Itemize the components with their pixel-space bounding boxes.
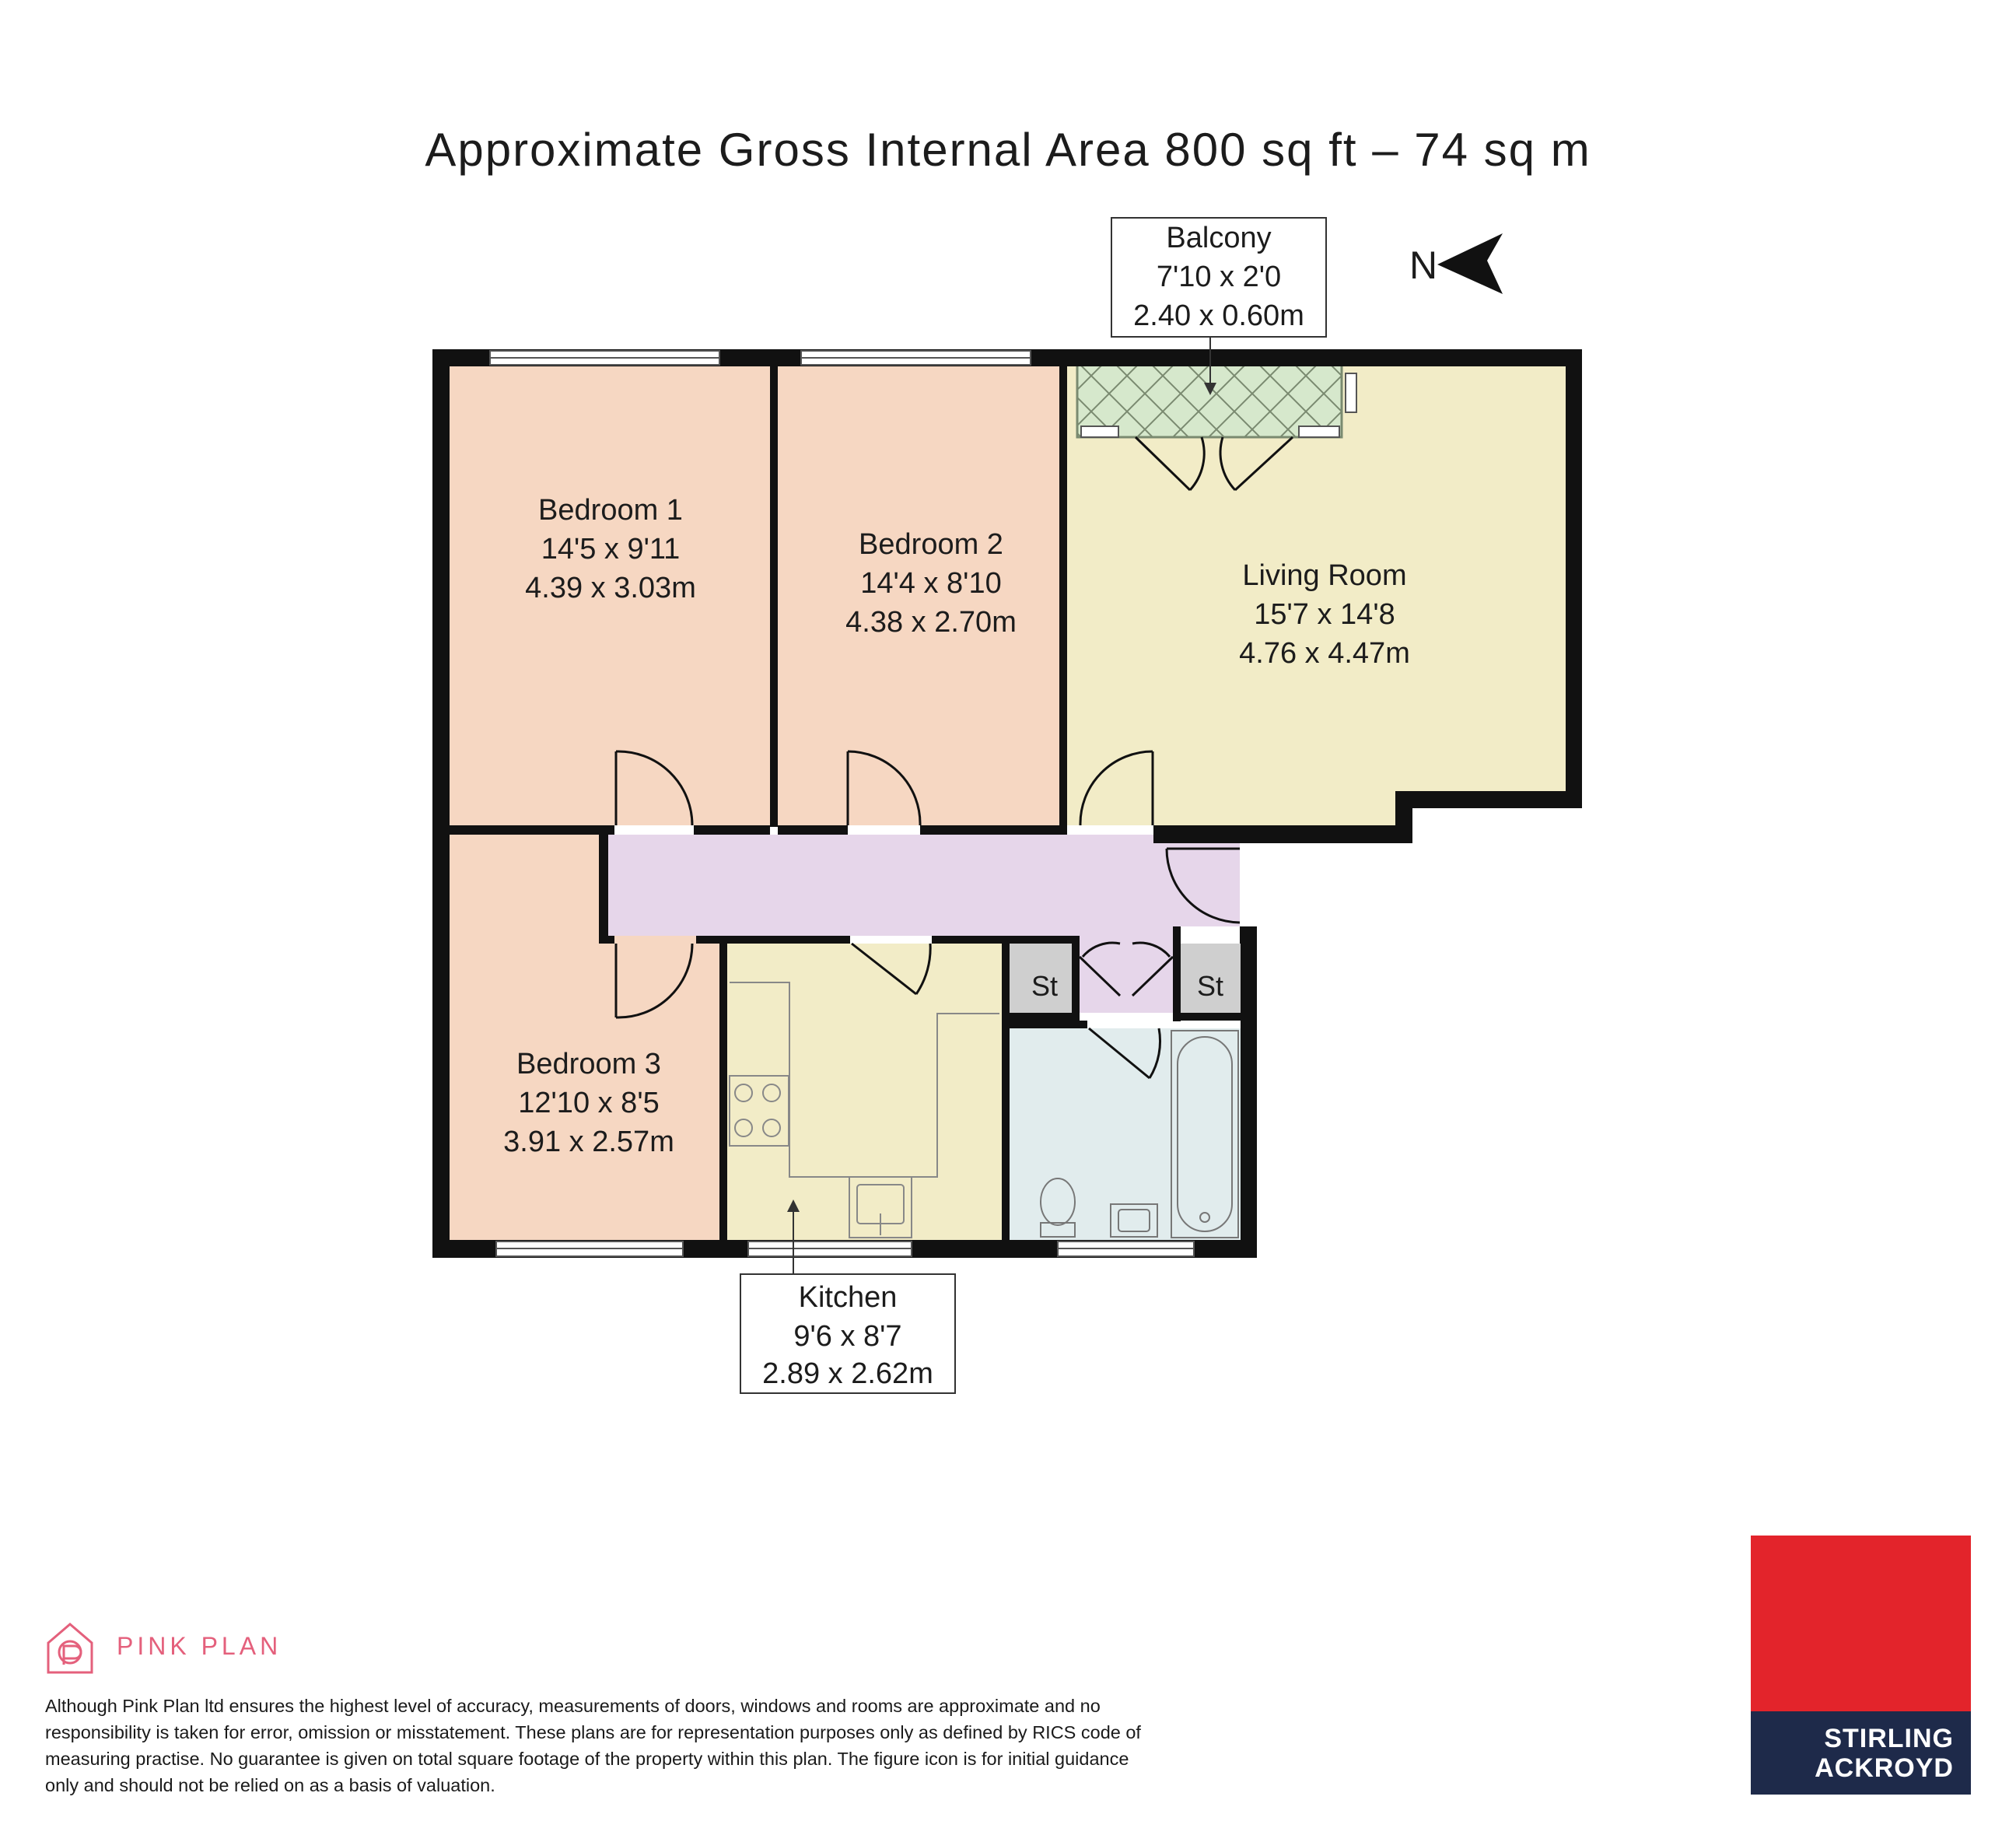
bedroom-3-name: Bedroom 3: [516, 1048, 661, 1080]
brand-line-2: ACKROYD: [1815, 1753, 1954, 1783]
bedroom-3-metric: 3.91 x 2.57m: [503, 1126, 674, 1158]
kitchen-metric: 2.89 x 2.62m: [762, 1357, 933, 1390]
bedroom-1-imperial: 14'5 x 9'11: [541, 533, 681, 566]
balcony-name: Balcony: [1166, 222, 1272, 254]
bathroom-area: [1010, 1028, 1241, 1240]
stirling-ackroyd-logo: [1751, 1536, 1971, 1795]
store-2-label: St: [1196, 970, 1224, 1002]
bedroom-2-metric: 4.38 x 2.70m: [845, 606, 1017, 639]
bedroom-1-metric: 4.39 x 3.03m: [525, 572, 696, 604]
brand-line-1: STIRLING: [1824, 1723, 1954, 1753]
logo-red-panel: [1751, 1536, 1971, 1711]
logo-navy-panel: [1751, 1711, 1971, 1795]
svg-text:N: N: [1409, 243, 1438, 287]
bedroom-2-imperial: 14'4 x 8'10: [860, 567, 1002, 600]
bedroom-1-name: Bedroom 1: [538, 494, 683, 527]
store-1-label: St: [1031, 970, 1059, 1002]
pink-plan-wordmark: PINK PLAN: [117, 1632, 282, 1660]
kitchen-area: [727, 944, 1002, 1240]
pink-plan-logo-icon: [48, 1624, 92, 1672]
living-room-name: Living Room: [1242, 559, 1407, 592]
kitchen-name: Kitchen: [798, 1281, 898, 1314]
kitchen-imperial: 9'6 x 8'7: [793, 1320, 902, 1353]
disclaimer-text: Although Pink Plan ltd ensures the highest level of accuracy, measurements of doors, windows and rooms are approximate and no responsibility is taken for error, omission or misstatement. These plans are for representation purposes only as defined by RICS code of measuring practise. No guarantee is given on total square footage of the property within this plan. The figure icon is for initial guidance only and should not be relied on as a basis of valuation.: [45, 1696, 1141, 1795]
bedroom-3-imperial: 12'10 x 8'5: [518, 1087, 660, 1119]
bedroom-2-name: Bedroom 2: [859, 528, 1003, 561]
living-room-imperial: 15'7 x 14'8: [1254, 598, 1395, 631]
north-arrow-icon: [1409, 233, 1503, 294]
area-title: Approximate Gross Internal Area 800 sq ft – 74 sq m: [425, 124, 1591, 176]
living-room-metric: 4.76 x 4.47m: [1239, 637, 1410, 670]
balcony-imperial: 7'10 x 2'0: [1156, 261, 1282, 293]
balcony-metric: 2.40 x 0.60m: [1133, 299, 1304, 332]
